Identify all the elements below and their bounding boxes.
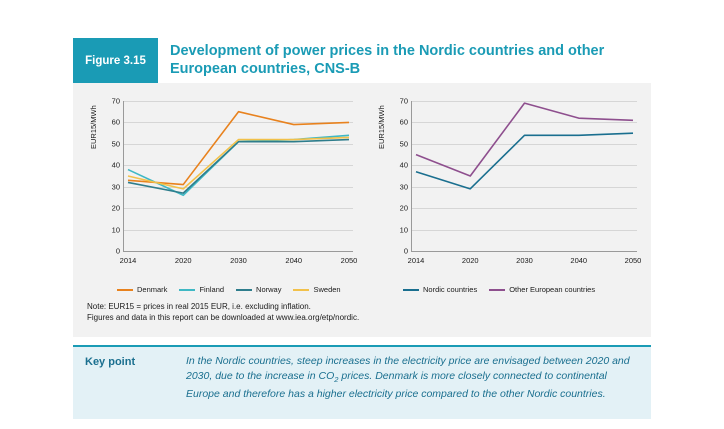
y-axis-tick-label: 50 xyxy=(111,139,120,149)
key-point-text-subscript: 2 xyxy=(334,374,339,384)
chart-left-legend xyxy=(117,285,367,294)
legend-swatch xyxy=(293,289,309,291)
legend-item[interactable] xyxy=(293,285,340,294)
figure-header xyxy=(73,38,651,83)
key-point-text-part2: prices. Denmark is more closely connected to continental Europe and therefore has a higher electricity price compared to the other Nordic countries. xyxy=(186,369,607,401)
y-axis-tick-label: 70 xyxy=(399,96,408,106)
figure-notes xyxy=(87,301,632,323)
series-layer xyxy=(412,101,637,251)
series-line xyxy=(416,133,633,189)
y-axis-tick-label: 60 xyxy=(111,117,120,127)
x-axis-tick-label: 2040 xyxy=(285,256,303,265)
key-point-text xyxy=(186,354,636,402)
chart-right-legend xyxy=(403,285,643,294)
figure-body xyxy=(73,83,651,337)
x-axis-tick-label: 2040 xyxy=(570,256,588,265)
series-layer xyxy=(124,101,353,251)
legend-label: Sweden xyxy=(313,285,341,294)
x-axis-tick-label: 2014 xyxy=(407,256,425,265)
y-axis-tick-label: 60 xyxy=(399,117,408,127)
chart-right-ylabel: EUR15/MWh xyxy=(377,105,386,149)
y-axis-tick-label: 50 xyxy=(399,139,408,149)
y-axis-tick-label: 20 xyxy=(111,203,120,213)
chart-right-plot-area xyxy=(399,96,642,265)
x-axis-tick-label: 2050 xyxy=(624,256,642,265)
y-axis-tick-label: 30 xyxy=(399,182,408,192)
legend-swatch xyxy=(236,289,252,291)
series-line xyxy=(128,137,349,188)
y-axis-tick-label: 40 xyxy=(399,160,408,170)
legend-swatch xyxy=(117,289,133,291)
x-axis-tick-label: 2030 xyxy=(516,256,533,265)
legend-item[interactable] xyxy=(236,285,281,294)
y-axis-tick-label: 10 xyxy=(111,225,120,235)
note-line-2: Figures and data in this report can be downloaded at www.iea.org/etp/nordic. xyxy=(87,313,360,322)
y-axis-tick-label: 10 xyxy=(399,225,408,235)
chart-right xyxy=(375,97,643,277)
legend-swatch xyxy=(403,289,419,291)
legend-item[interactable] xyxy=(489,285,595,294)
y-axis-tick-label: 40 xyxy=(111,160,120,170)
legend-item[interactable] xyxy=(179,285,224,294)
series-line xyxy=(416,103,633,176)
legend-swatch xyxy=(489,289,505,291)
figure-title: Development of power prices in the Nordic countries and other European countries, CNS-B xyxy=(158,38,651,83)
x-axis-tick-label: 2050 xyxy=(340,256,358,265)
y-axis-tick-label: 70 xyxy=(111,96,120,106)
x-axis-tick-label: 2030 xyxy=(230,256,247,265)
legend-label: Nordic countries xyxy=(423,285,478,294)
key-point-label: Key point xyxy=(85,356,136,368)
chart-left-plot-area xyxy=(111,96,358,265)
y-axis-tick-label: 30 xyxy=(111,182,120,192)
y-axis-tick-label: 0 xyxy=(115,246,120,256)
note-line-1: Note: EUR15 = prices in real 2015 EUR, i.e. excluding inflation. xyxy=(87,302,311,311)
x-axis-tick-label: 2020 xyxy=(461,256,479,265)
figure-number: Figure 3.15 xyxy=(73,38,158,83)
key-point-text-part1: In the Nordic countries, steep increases in the electricity price are envisaged between 2020 and 2030, due to the increase in CO xyxy=(186,355,630,382)
legend-label: Norway xyxy=(256,285,282,294)
legend-label: Denmark xyxy=(137,285,168,294)
legend-label: Other European countries xyxy=(509,285,596,294)
y-axis-tick-label: 20 xyxy=(399,203,408,213)
series-line xyxy=(128,135,349,195)
key-point-box xyxy=(73,345,651,419)
legend-item[interactable] xyxy=(403,285,477,294)
legend-item[interactable] xyxy=(117,285,167,294)
x-axis-tick-label: 2014 xyxy=(119,256,137,265)
series-line xyxy=(128,112,349,185)
legend-label: Finland xyxy=(199,285,225,294)
chart-left xyxy=(87,97,359,277)
y-axis-tick-label: 0 xyxy=(403,246,408,256)
chart-left-ylabel: EUR15/MWh xyxy=(89,105,98,149)
x-axis-tick-label: 2020 xyxy=(174,256,192,265)
legend-swatch xyxy=(179,289,195,291)
